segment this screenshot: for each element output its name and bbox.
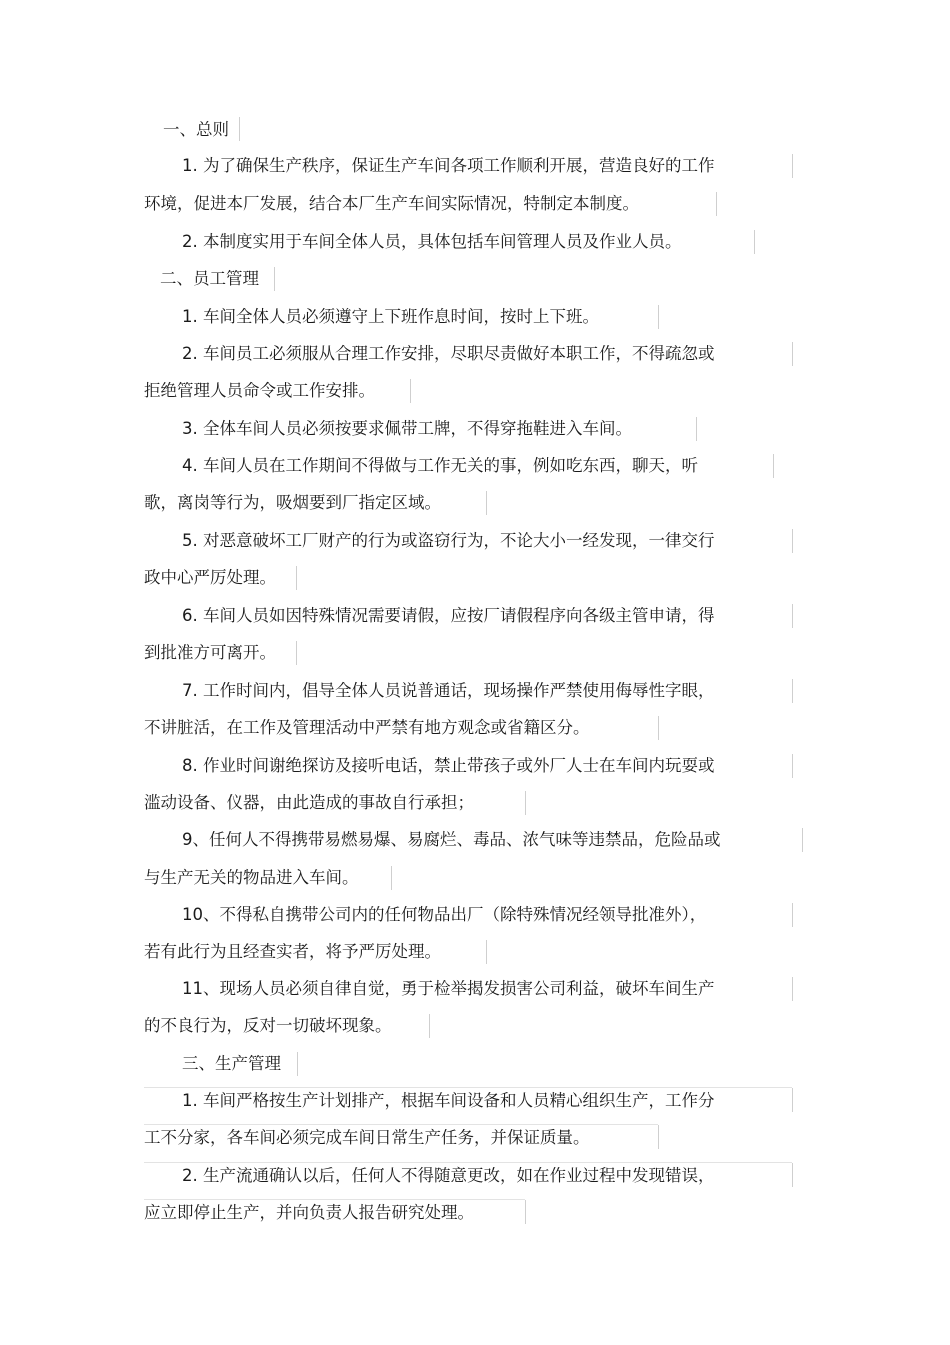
line-edge-marker bbox=[296, 641, 297, 665]
line-edge-marker bbox=[792, 604, 793, 628]
line-edge-marker bbox=[658, 716, 659, 740]
line-edge-marker bbox=[410, 379, 411, 403]
line-edge-marker bbox=[658, 305, 659, 329]
line-edge-marker bbox=[696, 417, 697, 441]
line-edge-marker bbox=[792, 1163, 793, 1187]
line-edge-marker bbox=[792, 754, 793, 778]
line-edge-marker bbox=[297, 1052, 298, 1076]
line-edge-marker bbox=[802, 828, 803, 852]
paragraph-line: 3. 全体车间人员必须按要求佩带工牌，不得穿拖鞋进入车间。 bbox=[182, 419, 632, 438]
paragraph-line: 1. 为了确保生产秩序，保证生产车间各项工作顺利开展，营造良好的工作 bbox=[182, 156, 715, 175]
line-edge-marker bbox=[274, 267, 275, 291]
line-edge-marker bbox=[792, 1088, 793, 1112]
line-edge-marker bbox=[792, 342, 793, 366]
paragraph-line: 拒绝管理人员命令或工作安排。 bbox=[144, 381, 375, 400]
paragraph-line: 2. 车间员工必须服从合理工作安排，尽职尽责做好本职工作，不得疏忽或 bbox=[182, 344, 715, 363]
line-top-marker bbox=[144, 1162, 792, 1163]
line-edge-marker bbox=[391, 866, 392, 890]
section-heading-staff: 二、员工管理 bbox=[160, 269, 259, 288]
line-edge-marker bbox=[792, 977, 793, 1001]
paragraph-line: 5. 对恶意破坏工厂财产的行为或盗窃行为，不论大小一经发现，一律交行 bbox=[182, 531, 715, 550]
line-edge-marker bbox=[792, 903, 793, 927]
paragraph-line: 8. 作业时间谢绝探访及接听电话，禁止带孩子或外厂人士在车间内玩耍或 bbox=[182, 756, 715, 775]
paragraph-line: 歌，离岗等行为，吸烟要到厂指定区域。 bbox=[144, 493, 441, 512]
paragraph-line: 应立即停止生产，并向负责人报告研究处理。 bbox=[144, 1203, 474, 1222]
section-heading-general: 一、总则 bbox=[163, 120, 229, 139]
paragraph-line: 的不良行为，反对一切破坏现象。 bbox=[144, 1016, 392, 1035]
paragraph-line: 2. 生产流通确认以后，任何人不得随意更改，如在作业过程中发现错误， bbox=[182, 1166, 715, 1185]
line-edge-marker bbox=[792, 529, 793, 553]
line-top-marker bbox=[144, 1124, 658, 1125]
line-edge-marker bbox=[239, 117, 240, 141]
line-edge-marker bbox=[658, 1125, 659, 1149]
line-edge-marker bbox=[296, 566, 297, 590]
paragraph-line: 与生产无关的物品进入车间。 bbox=[144, 868, 359, 887]
paragraph-line: 滥动设备、仪器，由此造成的事故自行承担； bbox=[144, 793, 474, 812]
paragraph-line: 工不分家，各车间必须完成车间日常生产任务，并保证质量。 bbox=[144, 1128, 590, 1147]
paragraph-line: 6. 车间人员如因特殊情况需要请假，应按厂请假程序向各级主管申请，得 bbox=[182, 606, 715, 625]
line-edge-marker bbox=[716, 192, 717, 216]
paragraph-line: 11、现场人员必须自律自觉，勇于检举揭发损害公司利益，破坏车间生产 bbox=[182, 979, 715, 998]
paragraph-line: 9、任何人不得携带易燃易爆、易腐烂、毒品、浓气味等违禁品，危险品或 bbox=[182, 830, 721, 849]
line-edge-marker bbox=[525, 791, 526, 815]
line-edge-marker bbox=[486, 940, 487, 964]
paragraph-line: 若有此行为且经查实者，将予严厉处理。 bbox=[144, 942, 441, 961]
line-edge-marker bbox=[486, 491, 487, 515]
line-edge-marker bbox=[525, 1200, 526, 1224]
paragraph-line: 不讲脏活，在工作及管理活动中严禁有地方观念或省籍区分。 bbox=[144, 718, 590, 737]
line-edge-marker bbox=[429, 1014, 430, 1038]
paragraph-line: 4. 车间人员在工作期间不得做与工作无关的事，例如吃东西，聊天，听 bbox=[182, 456, 698, 475]
line-top-marker bbox=[144, 1087, 792, 1088]
paragraph-line: 2. 本制度实用于车间全体人员，具体包括车间管理人员及作业人员。 bbox=[182, 232, 682, 251]
paragraph-line: 到批准方可离开。 bbox=[144, 643, 276, 662]
paragraph-line: 1. 车间严格按生产计划排产，根据车间设备和人员精心组织生产，工作分 bbox=[182, 1091, 715, 1110]
paragraph-line: 7. 工作时间内，倡导全体人员说普通话，现场操作严禁使用侮辱性字眼， bbox=[182, 681, 715, 700]
section-heading-production: 三、生产管理 bbox=[182, 1054, 281, 1073]
line-edge-marker bbox=[773, 454, 774, 478]
line-top-marker bbox=[144, 1199, 525, 1200]
paragraph-line: 10、不得私自携带公司内的任何物品出厂（除特殊情况经领导批准外）， bbox=[182, 905, 707, 924]
paragraph-line: 环境，促进本厂发展，结合本厂生产车间实际情况，特制定本制度。 bbox=[144, 194, 639, 213]
paragraph-line: 1. 车间全体人员必须遵守上下班作息时间，按时上下班。 bbox=[182, 307, 599, 326]
paragraph-line: 政中心严厉处理。 bbox=[144, 568, 276, 587]
line-edge-marker bbox=[792, 679, 793, 703]
line-edge-marker bbox=[792, 154, 793, 178]
line-edge-marker bbox=[754, 230, 755, 254]
